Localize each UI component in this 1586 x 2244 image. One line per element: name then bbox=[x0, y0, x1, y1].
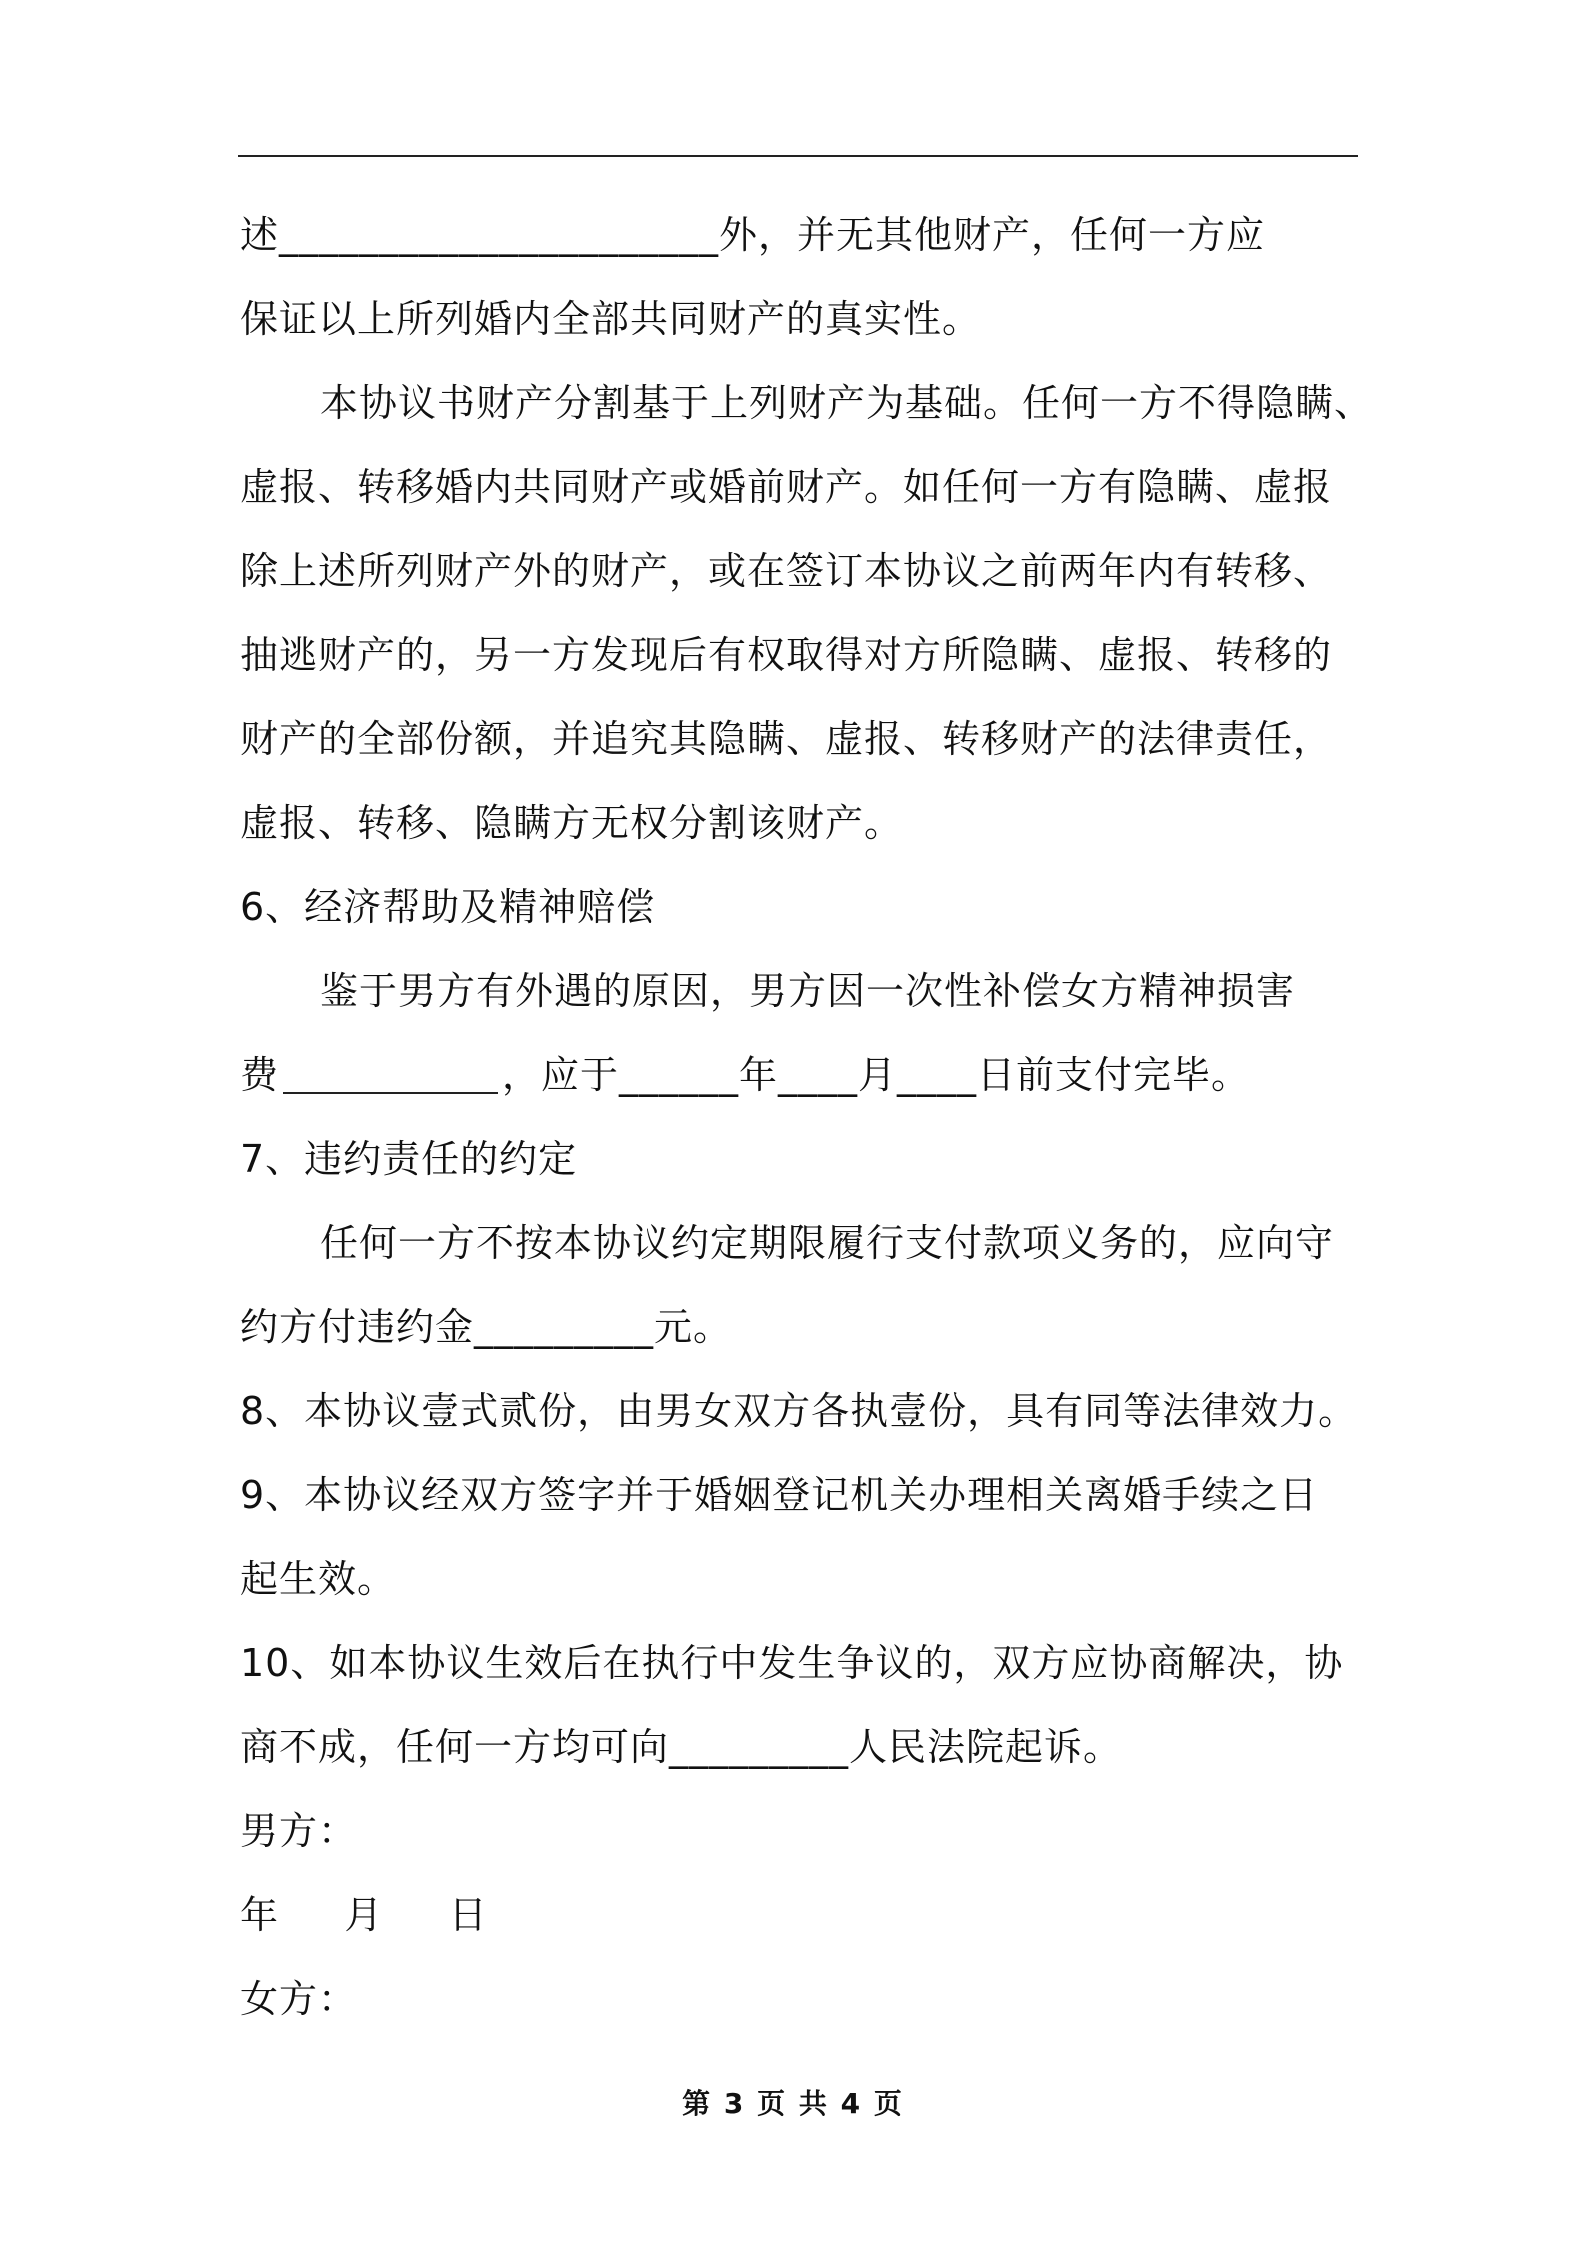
text-segment: 外，并无其他财产，任何一方应 bbox=[719, 213, 1266, 257]
blank-amount-line bbox=[283, 1054, 498, 1094]
text-line: 虚报、转移、隐瞒方无权分割该财产。 bbox=[240, 801, 904, 845]
date-line: 年 月 日 bbox=[240, 1893, 488, 1937]
section-heading-6: 6、经济帮助及精神赔偿 bbox=[240, 885, 656, 929]
text-line: 虚报、转移婚内共同财产或婚前财产。如任何一方有隐瞒、虚报 bbox=[240, 465, 1333, 509]
text-line: 商不成，任何一方均可向_________人民法院起诉。 bbox=[240, 1725, 1123, 1769]
text-line: 财产的全部份额，并追究其隐瞒、虚报、转移财产的法律责任， bbox=[240, 717, 1333, 761]
text-line bbox=[240, 1033, 1380, 1117]
text-line: 保证以上所列婚内全部共同财产的真实性。 bbox=[240, 297, 982, 341]
text-line bbox=[240, 193, 1380, 277]
text-line: 抽逃财产的，另一方发现后有权取得对方所隐瞒、虚报、转移的 bbox=[240, 633, 1333, 677]
text-segment: 费 bbox=[240, 1053, 280, 1097]
text-line: 除上述所列财产外的财产，或在签订本协议之前两年内有转移、 bbox=[240, 549, 1333, 593]
section-8: 8、本协议壹式贰份，由男女双方各执壹份，具有同等法律效力。 bbox=[240, 1389, 1358, 1433]
paragraph-first-line: 本协议书财产分割基于上列财产为基础。任何一方不得隐瞒、 bbox=[320, 381, 1374, 425]
document-body bbox=[240, 193, 1380, 2041]
text-segment: 述______________________ bbox=[240, 213, 720, 257]
paragraph-first-line: 鉴于男方有外遇的原因，男方因一次性补偿女方精神损害 bbox=[320, 969, 1296, 1013]
male-signature-label: 男方： bbox=[240, 1809, 358, 1853]
section-heading-7: 7、违约责任的约定 bbox=[240, 1137, 578, 1181]
page-number: 第 3 页 共 4 页 bbox=[682, 2087, 904, 2120]
text-line: 起生效。 bbox=[240, 1557, 397, 1601]
text-line: 约方付违约金_________元。 bbox=[240, 1305, 733, 1349]
text-segment: ，应于______年____月____日前支付完毕。 bbox=[502, 1053, 1251, 1097]
header-rule bbox=[238, 155, 1358, 157]
section-10: 10、如本协议生效后在执行中发生争议的，双方应协商解决，协 bbox=[240, 1641, 1344, 1685]
section-9: 9、本协议经双方签字并于婚姻登记机关办理相关离婚手续之日 bbox=[240, 1473, 1319, 1517]
paragraph-first-line: 任何一方不按本协议约定期限履行支付款项义务的，应向守 bbox=[320, 1221, 1335, 1265]
female-signature-label: 女方： bbox=[240, 1977, 358, 2021]
